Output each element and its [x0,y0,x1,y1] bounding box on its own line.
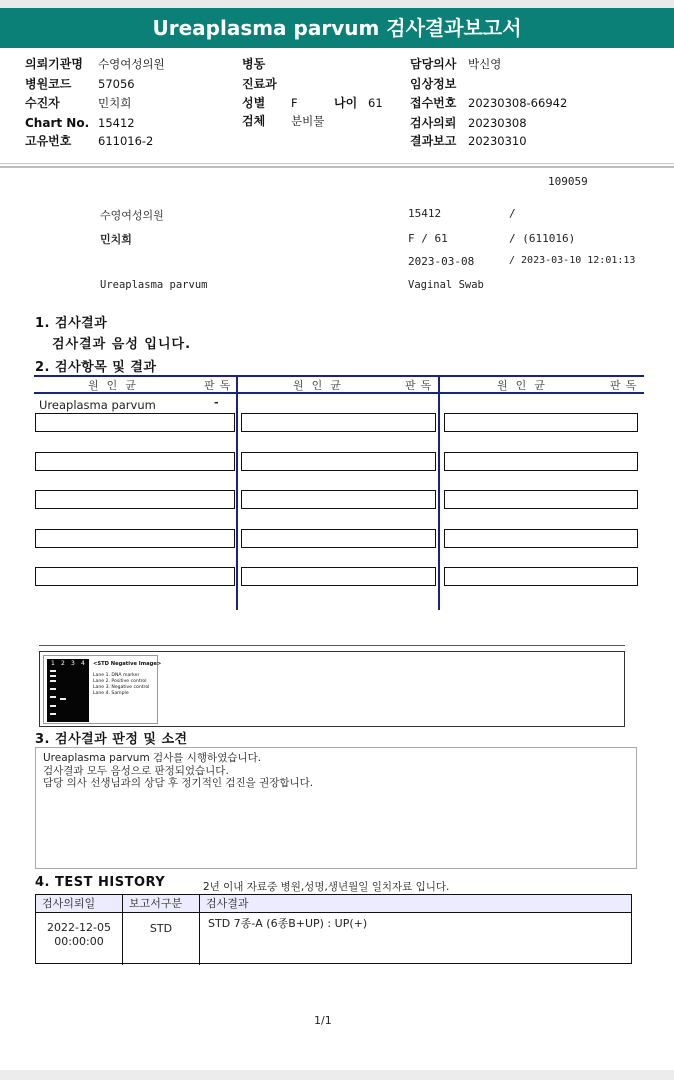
specimen-label: 검체 [242,114,266,128]
result-cell [35,413,235,432]
gel-band [60,698,66,700]
result-cell [241,490,436,509]
ward-label: 병동 [242,57,266,71]
info-row-specimen [242,114,402,128]
unique-no-value: 611016-2 [98,134,154,148]
col-header-organism: 원인균 [293,379,349,392]
opinion-line: 담당 의사 선생님과의 상담 후 정기적인 검진을 권장합니다. [43,777,314,789]
summary-test-name: Ureaplasma parvum [100,279,208,291]
results-grid-divider-1 [236,375,238,610]
opinion-line: 검사결과 모두 음성으로 판정되었습니다. [43,764,229,777]
top-toolbar-strip [0,0,674,8]
results-grid-divider-2 [438,375,440,610]
result-cell [241,529,436,548]
gel-section-divider [39,645,625,646]
section1-result: 검사결과 음성 입니다. [52,337,192,352]
info-row-ward [242,57,402,71]
info-row-chart-no [25,116,225,130]
col-header-group-3 [497,377,642,392]
section4-title: 4. TEST HISTORY [35,875,166,890]
age-label: 나이 [334,96,358,110]
section2-title: 2. 검사항목 및 결과 [35,360,157,375]
history-header-date: 검사의뢰일 [42,897,96,910]
doctor-value: 박신영 [468,57,502,71]
summary-chart-no: 15412 [408,207,442,220]
gel-lane-label: 1 [51,660,55,667]
specimen-value: 분비물 [291,114,325,128]
gel-legend-line: Lane 1. DNA marker [93,673,140,678]
result-organism: Ureaplasma parvum [39,398,156,412]
info-row-receipt-no [410,96,610,110]
history-header-type: 보고서구분 [129,897,183,910]
col-header-organism: 원인균 [88,379,144,392]
hospital-code-value: 57056 [98,77,135,91]
col-header-judgment: 판독 [204,379,236,392]
clinical-info-label: 임상정보 [410,77,457,91]
history-type: STD [149,922,173,935]
history-header-result: 검사결과 [206,897,249,910]
age-value: 61 [368,96,383,110]
gel-lane-label: 3 [71,660,75,667]
result-cell [444,529,638,548]
history-time: 00:00:00 [54,935,104,948]
info-row-patient [25,96,225,110]
unique-no-label: 고유번호 [25,134,72,148]
summary-clinic: 수영여성의원 [100,209,164,222]
institution-label: 의뢰기관명 [25,57,83,71]
info-row-unique-no [25,134,225,148]
info-row-department [242,77,402,91]
gel-lane-label: 2 [61,660,65,667]
opinion-line: Ureaplasma parvum 검사를 시행하였습니다. [43,752,262,764]
col-header-judgment: 판독 [405,379,437,392]
summary-slash: / [509,207,516,220]
history-date: 2022-12-05 [47,921,111,934]
result-cell [444,452,638,471]
gel-lane-label: 4 [81,660,85,667]
gel-band [50,696,56,698]
receipt-no-value: 20230308-66942 [468,96,568,110]
doctor-label: 담당의사 [410,57,457,71]
summary-receipt-date: 2023-03-08 [408,255,475,268]
gel-legend-line: Lane 4. Sample [93,691,129,696]
header-divider [0,163,674,164]
col-header-judgment: 판독 [610,379,642,392]
result-cell [241,413,436,432]
sex-label: 성별 [242,96,266,110]
col-header-organism: 원인균 [497,379,553,392]
info-row-sex-age [242,96,402,110]
result-cell [35,567,235,586]
gel-band [50,713,56,715]
header-divider-shadow [0,166,674,168]
gel-band [50,688,56,690]
info-row-hospital-code [25,77,225,91]
hospital-code-label: 병원코드 [25,77,72,91]
chart-no-label: Chart No. [25,116,90,130]
request-date-label: 검사의뢰 [410,116,457,130]
report-date-value: 20230310 [468,134,527,148]
report-number: 109059 [548,175,588,188]
gel-legend-line: Lane 2. Positive control [93,679,147,684]
result-cell [35,529,235,548]
section1-title: 1. 검사결과 [35,316,108,331]
patient-label: 수진자 [25,96,60,110]
receipt-no-label: 접수번호 [410,96,457,110]
section3-title: 3. 검사결과 판정 및 소견 [35,732,188,747]
history-table [35,894,632,964]
summary-specimen: Vaginal Swab [408,279,484,291]
col-header-group-2 [293,377,437,392]
result-judgment: - [214,396,219,409]
result-cell [35,452,235,471]
department-label: 진료과 [242,77,277,91]
info-row-doctor [410,57,610,71]
summary-birth: / (611016) [509,232,576,245]
gel-electrophoresis-image [43,655,162,724]
info-row-report-date [410,134,610,148]
info-row-request-date [410,116,610,130]
gel-legend-title: <STD Negative Image> [93,661,162,667]
result-cell [444,567,638,586]
request-date-value: 20230308 [468,116,527,130]
result-cell [241,452,436,471]
page-number: 1/1 [314,1014,332,1027]
report-title-banner: Ureaplasma parvum 검사결과보고서 [0,8,674,48]
col-header-group-1 [88,377,236,392]
summary-report-datetime: / 2023-03-10 12:01:13 [509,255,636,266]
chart-no-value: 15412 [98,116,135,130]
opinion-box [35,747,637,869]
gel-band [50,705,56,707]
institution-value: 수영여성의원 [98,57,165,71]
result-cell [444,490,638,509]
summary-patient: 민치희 [100,233,132,246]
gel-legend-line: Lane 3. Negative control [93,685,150,690]
info-row-clinical-info [410,77,610,91]
result-cell [444,413,638,432]
result-cell [35,490,235,509]
gel-band [50,675,56,677]
history-result: STD 7종-A (6종B+UP) : UP(+) [208,917,368,930]
report-date-label: 결과보고 [410,134,457,148]
bottom-toolbar-strip [0,1070,674,1080]
gel-band [50,680,56,682]
result-cell [241,567,436,586]
patient-value: 민치희 [98,96,132,110]
gel-legend [93,661,161,697]
gel-band [50,670,56,672]
gel-photo [47,659,89,722]
info-row-institution [25,57,225,71]
summary-sex-age: F / 61 [408,232,448,245]
history-note: 2년 이내 자료중 병원,성명,생년월일 일치자료 입니다. [203,881,450,893]
sex-value: F [291,96,298,110]
